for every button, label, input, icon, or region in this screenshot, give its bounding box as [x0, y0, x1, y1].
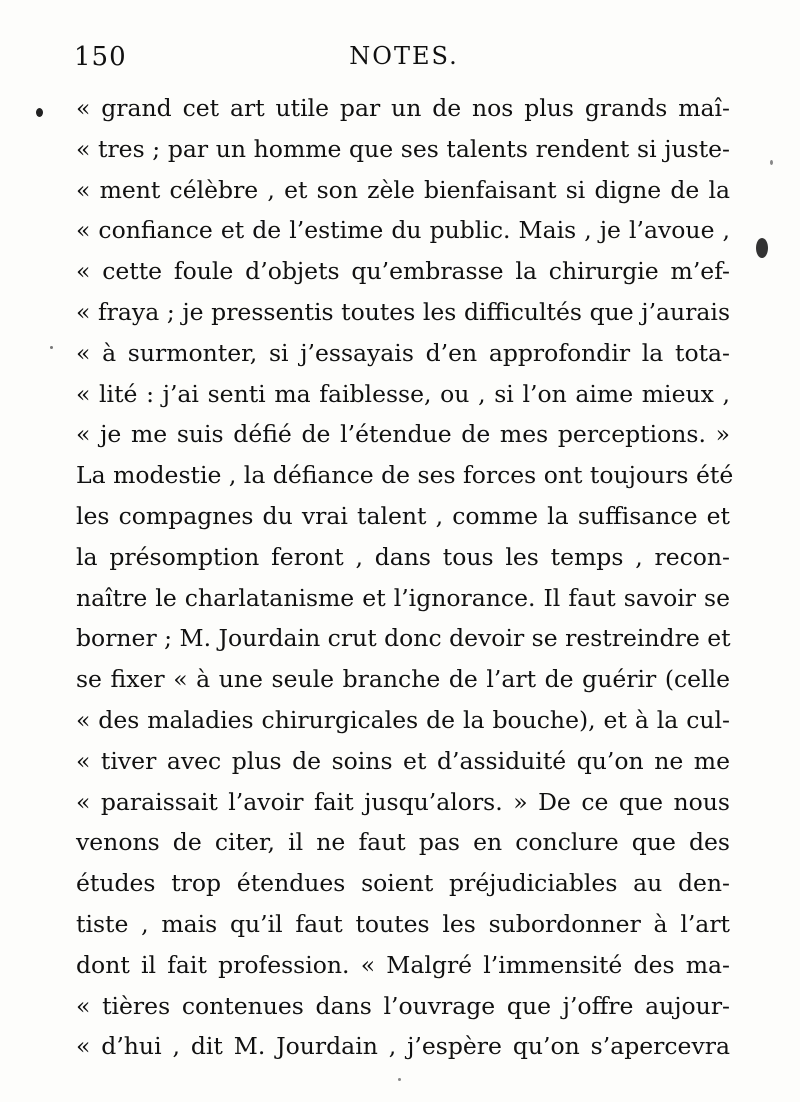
- text-line: la présomption feront , dans tous les temps , recon-: [76, 542, 730, 571]
- text-line: « fraya ; je pressentis toutes les difficultés que j’aurais: [76, 297, 730, 326]
- scan-speck: [398, 1078, 401, 1081]
- text-line: « tières contenues dans l’ouvrage que j’offre aujour-: [76, 991, 730, 1020]
- scan-speck: [50, 346, 53, 349]
- text-line: venons de citer, il ne faut pas en conclure que des: [76, 828, 730, 857]
- text-line: « d’hui , dit M. Jourdain , j’espère qu’on s’apercevra: [76, 1032, 730, 1061]
- scan-speck: [770, 160, 773, 165]
- text-line: « confiance et de l’estime du public. Mais , je l’avoue ,: [76, 216, 730, 245]
- text-line: « à surmonter, si j’essayais d’en approfondir la tota-: [76, 338, 730, 367]
- text-line: les compagnes du vrai talent , comme la suffisance et: [76, 501, 730, 530]
- scan-speck: [756, 238, 768, 258]
- text-line: « paraissait l’avoir fait jusqu’alors. » De ce que nous: [76, 787, 730, 816]
- text-line: tiste , mais qu’il faut toutes les subordonner à l’art: [76, 909, 730, 938]
- text-line: « tres ; par un homme que ses talents rendent si juste-: [76, 134, 730, 163]
- running-title: NOTES.: [349, 42, 459, 70]
- text-line: « cette foule d’objets qu’embrasse la chirurgie m’ef-: [76, 257, 730, 286]
- text-line: études trop étendues soient préjudiciables au den-: [76, 869, 730, 898]
- text-line: se fixer « à une seule branche de l’art de guérir (celle: [76, 665, 730, 694]
- scan-speck: [36, 108, 43, 117]
- text-line: « grand cet art utile par un de nos plus grands maî-: [76, 94, 730, 122]
- text-line: « je me suis défié de l’étendue de mes perceptions. »: [76, 420, 730, 449]
- text-line: dont il fait profession. « Malgré l’immensité des ma-: [76, 950, 730, 979]
- text-line: « des maladies chirurgicales de la bouche), et à la cul-: [76, 705, 730, 734]
- running-head: [74, 42, 734, 78]
- text-line: La modestie , la défiance de ses forces ont toujours été: [76, 461, 734, 490]
- text-line: « ment célèbre , et son zèle bienfaisant si digne de la: [76, 175, 730, 204]
- text-line: borner ; M. Jourdain crut donc devoir se restreindre et: [76, 624, 731, 653]
- body-text: [76, 88, 734, 1067]
- text-line: « tiver avec plus de soins et d’assiduité qu’on ne me: [76, 746, 730, 775]
- page-number: 150: [74, 42, 127, 72]
- text-line: naître le charlatanisme et l’ignorance. Il faut savoir se: [76, 583, 730, 612]
- text-line: « lité : j’ai senti ma faiblesse, ou , si l’on aime mieux ,: [76, 379, 730, 408]
